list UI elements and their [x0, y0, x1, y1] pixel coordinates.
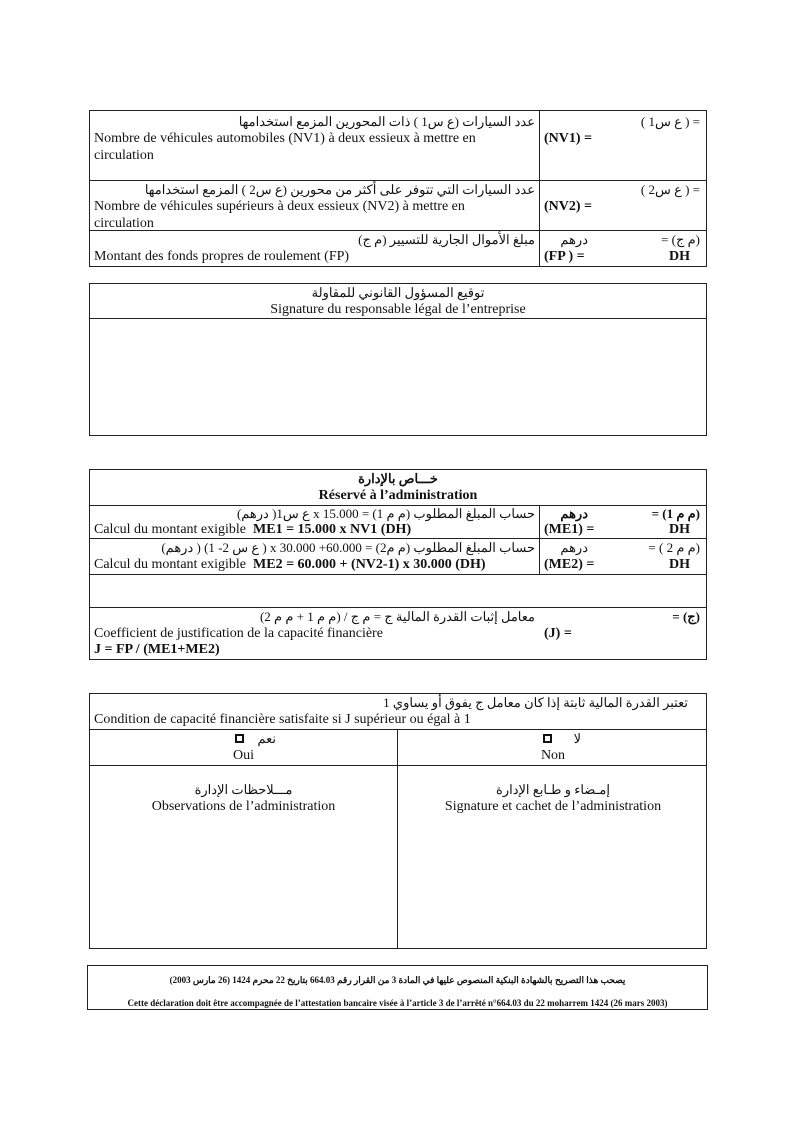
- nv2-code-ar: = ( ع س2 ): [640, 182, 700, 197]
- me1-label-ar: حساب المبلغ المطلوب (م م 1) = 15.000 x ع س1( درهم): [236, 506, 535, 521]
- nv1-code-fr: (NV1) =: [544, 131, 593, 146]
- nv1-label-fr-1: Nombre de véhicules automobiles (NV1) à deux essieux à mettre en: [94, 131, 476, 146]
- signature-area[interactable]: [90, 318, 706, 435]
- coef-code-fr: (J) =: [544, 626, 572, 641]
- nv2-code-fr: (NV2) =: [544, 199, 593, 214]
- admin-signature-label-ar: إمـضاء و طـابع الإدارة: [496, 782, 610, 797]
- nv1-row: [90, 111, 706, 180]
- no-label-fr: Non: [540, 748, 566, 763]
- me1-formula: ME1 = 15.000 x NV1 (DH): [253, 522, 412, 537]
- me2-code-fr: (ME2) =: [544, 557, 595, 572]
- me1-unit-fr: DH: [669, 522, 690, 537]
- me2-formula: ME2 = 60.000 + (NV2-1) x 30.000 (DH): [253, 557, 486, 572]
- fp-row: [90, 230, 706, 267]
- fp-label-fr: Montant des fonds propres de roulement (FP): [94, 249, 350, 264]
- me1-unit-ar: درهم: [560, 506, 588, 521]
- nv2-row: [90, 180, 706, 230]
- admin-title-ar: خـــاص بالإدارة: [358, 471, 438, 486]
- nv2-label-fr-2: circulation: [94, 216, 154, 231]
- me2-row: [90, 538, 706, 574]
- admin-header: [90, 470, 706, 505]
- observations-row: [90, 765, 706, 948]
- coef-row: [90, 607, 706, 659]
- admin-signature-label-fr: Signature et cachet de l’administration: [444, 799, 662, 814]
- condition-label-ar: تعتبر القدرة المالية ثابتة إذا كان معامل ج يفوق أو يساوي 1: [383, 695, 688, 710]
- me1-row: [90, 505, 706, 538]
- nv1-label-fr-2: circulation: [94, 148, 154, 163]
- yes-option[interactable]: [235, 731, 244, 747]
- signature-box: [89, 283, 707, 436]
- yes-checkbox[interactable]: [235, 734, 244, 743]
- coef-label-ar: معامل إثبات القدرة المالية ج = م ج / (م م 1 + م م 2): [259, 609, 535, 624]
- condition-table: [89, 693, 707, 949]
- footer-note: [87, 965, 708, 1010]
- no-label-ar: لا: [573, 731, 581, 746]
- coef-code-ar: (ج) =: [672, 609, 700, 624]
- condition-label-fr: Condition de capacité financière satisfaite si J supérieur ou égal à 1: [94, 712, 471, 727]
- signature-label-fr: Signature du responsable légal de l’entreprise: [270, 302, 526, 317]
- admin-title-fr: Réservé à l’administration: [318, 488, 478, 503]
- blank-row: [90, 574, 706, 607]
- fp-unit-fr: DH: [669, 249, 690, 264]
- yes-no-row: [90, 729, 706, 765]
- fp-label-ar: مبلغ الأموال الجارية للتسيير (م ج): [358, 232, 535, 247]
- fp-code-ar: (م ج) =: [661, 232, 700, 247]
- fp-code-fr: (FP ) =: [544, 249, 585, 264]
- me2-unit-ar: درهم: [560, 540, 588, 555]
- me1-code-ar: (م م 1) =: [651, 506, 700, 521]
- no-checkbox[interactable]: [543, 734, 552, 743]
- me2-label-ar: حساب المبلغ المطلوب (م م2) = 60.000+ 30.000 x ( ع س 2- 1) ( درهم): [161, 540, 535, 555]
- vehicles-table: [89, 110, 707, 267]
- condition-header: [90, 694, 706, 729]
- me1-label-fr: Calcul du montant exigible ME1 = 15.000 x NV1 (DH): [94, 522, 412, 537]
- signature-header: [90, 284, 706, 318]
- nv1-code-ar: = ( ع س1 ): [640, 114, 700, 129]
- footer-fr: Cette déclaration doit être accompagnée de l’attestation bancaire visée à l’article 3 de l’arrêté n°664.03 du 22 moharrem 1424 (26 mars 2003): [127, 998, 668, 1008]
- me2-unit-fr: DH: [669, 557, 690, 572]
- me2-label-fr: Calcul du montant exigible ME2 = 60.000 + (NV2-1) x 30.000 (DH): [94, 557, 486, 572]
- observations-label-fr: Observations de l’administration: [151, 799, 336, 814]
- admin-table: [89, 469, 707, 660]
- nv1-label-ar: عدد السيارات (ع س1 ) ذات المحورين المزمع استخدامها: [238, 114, 535, 129]
- coef-formula: J = FP / (ME1+ME2): [94, 642, 220, 657]
- me2-code-ar: (م م 2 ) =: [648, 540, 700, 555]
- me1-code-fr: (ME1) =: [544, 522, 595, 537]
- nv2-label-ar: عدد السيارات التي تتوفر على أكثر من محورين (ع س2 ) المزمع استخدامها: [144, 182, 535, 197]
- observations-label-ar: مـــلاحظات الإدارة: [194, 782, 293, 797]
- yes-label-fr: Oui: [233, 748, 254, 763]
- yes-label-ar: نعم: [257, 731, 276, 746]
- signature-label-ar: توقيع المسؤول القانوني للمقاولة: [311, 285, 485, 300]
- nv2-label-fr-1: Nombre de véhicules supérieurs à deux essieux (NV2) à mettre en: [94, 199, 465, 214]
- fp-unit-ar: درهم: [560, 232, 588, 247]
- footer-ar: يصحب هذا التصريح بالشهادة البنكية المنصوص عليها في المادة 3 من القرار رقم 664.03 بتاريخ 22 محرم 1424 (26 مارس 2003): [169, 975, 626, 985]
- no-option[interactable]: [543, 731, 552, 747]
- coef-label-fr-1: Coefficient de justification de la capacité financière: [94, 626, 383, 641]
